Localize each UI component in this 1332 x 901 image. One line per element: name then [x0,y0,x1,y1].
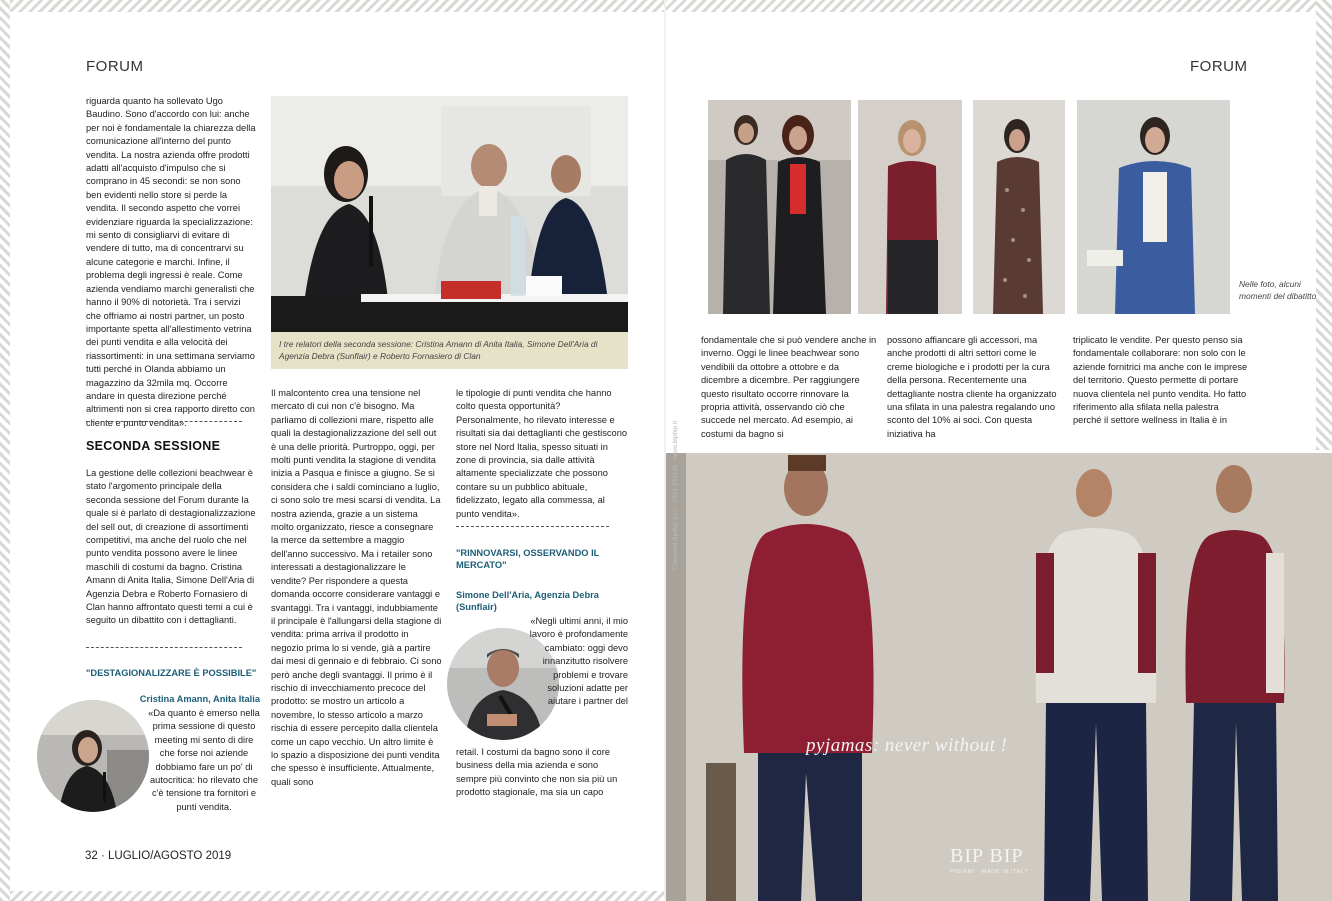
pyjama-advertisement [666,453,1332,901]
column-1-text [86,95,258,430]
page-folio: 32 · LUGLIO/AGOSTO 2019 [85,850,232,862]
paragraph: possono affiancare gli accessori, ma anche prodotti di altri settori come le creme biologiche e i prodotti per la cura della persona. Recentemente una dettagliante nostra cliente ha organizzato una sfilata in una palestra regalando uno sconto del 10% ai soci. Con questa iniziativa ha [887,335,1057,439]
ad-side-credit: Creazioni BipBip s.r.l. - 0331 274126 - www.bipbip.it [672,420,679,570]
paragraph: le tipologie di punti vendita che hanno colto questa opportunità? Personalmente, ho rilevato interesse e risultati sia dai dettaglianti che gestiscono store nel Nord Italia, spesso situati in zone di provincia, sia dalle attività altamente specializzate che possono contare su un pubblico abituale, fidelizzato, legato alla commessa, al punto vendita». [456,388,628,519]
section-heading: SECONDA SESSIONE [86,439,221,453]
paragraph: «Da quanto è emerso nella prima sessione di questo meeting mi sento di dire che forse noi aziende dobbiamo fare un po' di autocritica: ho rilevato che c'è tensione tra fornitori e punti vendita. [148,708,260,812]
ad-slogan: pyjamas: never without ! [806,735,1008,756]
divider [456,526,609,527]
simone-quote-continued [456,746,628,800]
section-label-right: FORUM [1190,58,1248,75]
paragraph: Il malcontento crea una tensione nel mercato di cui non c'è bisogno. Ma parliamo di collezioni mare, rispetto alle quali la destagionalizzazione del sell out è una delle priorità. Purtroppo, oggi, per molti punti vendita la stagione di vendita inizia a Pasqua e finisce a giugno. Se si considera che i saldi cominciano a luglio, ci sono solo tre mesi scarsi di vendita. La nostra azienda, grazie a un sistema molto organizzato, riesce a consegnare la merce da settembre a maggio dell'anno successivo. Ma i retailer sono interessati a destagionalizzare le vendite? Per rispondere a questa domanda occorre considerare vantaggi e svantaggi. Tra i vantaggi, indubbiamente il principale è l'allungarsi della stagione di vendita: prima arriva il prodotto in negozio prima lo si vende, già a partire dai mesi di gennaio e di febbraio. Ci sono però anche degli svantaggi. Il primo è il rischio di invecchiamento precoce del prodotto: se mostro un articolo a novembre, lo stesso articolo a marzo rischia di essere percepito dalla clientela come un capo vecchio. Un altro limite è lo spazio a disposizione dei punti vendita che spesso è insufficiente. Attualmente, quali sono [271,388,442,787]
event-photo-2 [858,100,962,314]
seconda-sessione-text [86,467,258,628]
right-column-2-text [887,334,1059,441]
photo-strip-caption: Nelle foto, alcuni momenti del dibatitto [1239,279,1317,301]
section-label-left: FORUM [86,58,144,75]
event-photo-1 [708,100,851,314]
paragraph: retail. I costumi da bagno sono il core business della mia azienda e sono sempre più convinto che non sia più un prodotto stagionale, ma sia un capo [456,747,618,798]
event-photo-3 [973,100,1065,314]
column-2-text [271,387,443,789]
decorative-bottom-stripe [0,891,665,901]
speaker-photo-cristina [37,700,149,812]
interview-heading: "DESTAGIONALIZZARE È POSSIBILE" [86,668,257,678]
event-photo-4 [1077,100,1230,314]
decorative-right-stripe [1316,0,1332,450]
decorative-top-stripe [0,0,1332,12]
divider [86,421,242,422]
paragraph: «Negli ultimi anni, il mio lavoro è profondamente cambiato: oggi devo innanzitutto risolvere problemi e trovare soluzioni adatte per aiutare i partner del [529,616,628,707]
paragraph: triplicato le vendite. Per questo penso sia fondamentale collaborare: non solo con le aziende fornitrici ma anche con le imprese del territorio. Questo permette di portare nuova clientela nel punto vendita. Ho fatto riferimento alla sfilata nella palestra perché il settore wellness in Italia è in [1073,335,1248,426]
speaker-name: Simone Dell'Aria, Agenzia Debra (Sunflair) [456,590,599,612]
panel-photo-caption: I tre relatori della seconda sessione: Cristina Amann di Anita Italia, Simone Dell'Aria di Agenzia Debra (Sunflair) e Roberto Fornasiero di Clan [271,332,628,369]
right-column-1-text [701,334,877,441]
panel-photo [271,96,628,332]
column-3-text [456,387,628,521]
divider [86,647,242,648]
ad-brand-logo: BIP BIP [950,845,1024,867]
right-column-3-text [1073,334,1249,428]
paragraph: riguarda quanto ha sollevato Ugo Baudino. Sono d'accordo con lui: anche per noi è fondamentale la chiarezza della comunicazione all'interno del punto vendita. La nostra azienda offre prodotti adatti all'acquisto d'impulso che si comprano in 45 secondi: se non sono ben evidenti nello store si perde la vendita. Il secondo aspetto che vorrei evidenziare riguarda la specializzazione: mi sento di consigliarvi di evitare di vendere di tutto, ma di concentrarvi su alcune categorie e marchi. Infine, il problema degli ingressi è reale. Come azienda vendiamo marchi generalisti che hanno il 90% di notorietà. Tra i servizi che offriamo ai nostri partner, un posto importante spetta all'allestimento vetrina dei punti vendita e alla velocità dei riassortimenti: in una settimana serviamo tutti perché in Olanda abbiamo un magazzino da 32mila mq. Occorre andare in questa direzione perché altrimenti non si crea rapporto diretto con cliente e punto vendita». [86,96,256,428]
paragraph: fondamentale che si può vendere anche in inverno. Oggi le linee beachwear sono vendibili da ottobre a ottobre e da dicembre a dicembre. Per raggiungere questo risultato occorre rinnovare la propria attività, osservando ciò che succede nel mercato. Ad esempio, ai costumi da bagno si [701,335,877,439]
decorative-left-stripe [0,0,10,901]
speaker-name: Cristina Amann, Anita Italia [139,694,260,704]
cristina-quote-text [148,707,260,814]
paragraph: La gestione delle collezioni beachwear è stato l'argomento principale della seconda sessione del Forum durante la quale si è parlato di destagionalizzazione del sell out, di creazione di assortimenti competitivi, ma anche del ruolo che nel punto vendita possono avere le linee maschili di costumi da bagno. Cristina Amann di Anita Italia, Simone Dell'Aria di Agenzia Debra e Roberto Fornasiero di Clan hanno affrontato questi temi a cui è seguito un dibattito con i dettaglianti. [86,468,256,626]
simone-quote-text [528,615,628,709]
ad-brand-tagline: PIGIAMI · MADE IN ITALY [950,869,1029,875]
interview-heading: "RINNOVARSI, OSSERVANDO IL MERCATO" [456,548,600,570]
